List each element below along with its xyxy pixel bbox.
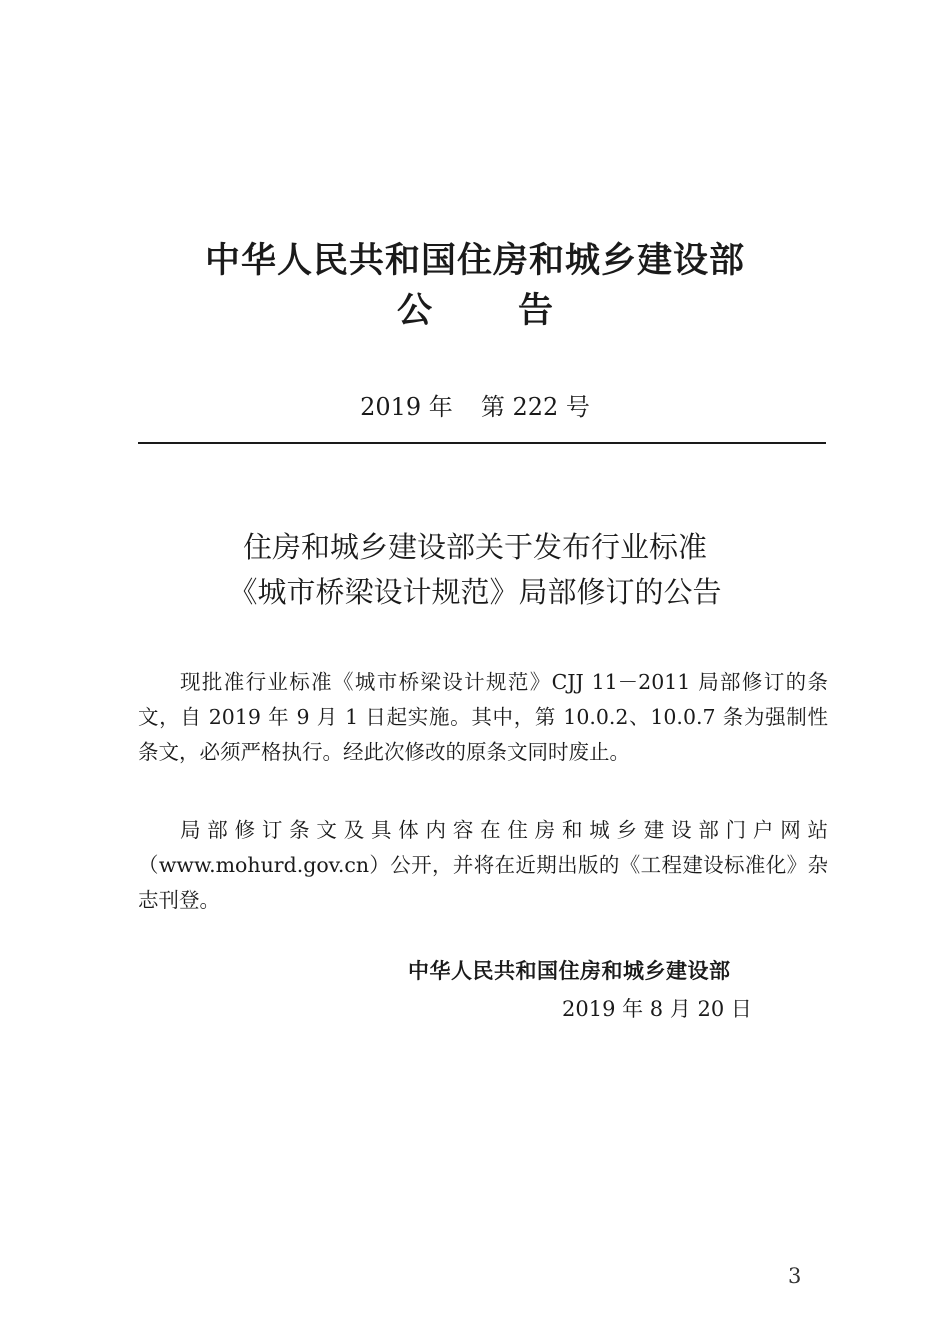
document-number xyxy=(0,390,950,424)
signature-date: 2019 年 8 月 20 日 xyxy=(562,997,752,1021)
document-year: 2019 年 xyxy=(360,393,453,421)
announcement-heading xyxy=(0,288,950,334)
header-divider xyxy=(138,442,826,444)
document-serial: 第 222 号 xyxy=(480,393,590,421)
page-number: 3 xyxy=(788,1264,802,1288)
issuer-heading: 中华人民共和国住房和城乡建设部 xyxy=(204,241,745,281)
signature-organization: 中华人民共和国住房和城乡建设部 xyxy=(408,959,731,983)
body-paragraph-2: 局部修订条文及具体内容在住房和城乡建设部门户网站（www.mohurd.gov.cn）公开，并将在近期出版的《工程建设标准化》杂志刊登。 xyxy=(138,818,828,912)
notice-title-line-2: 《城市桥梁设计规范》局部修订的公告 xyxy=(228,575,722,609)
notice-title-line-1: 住房和城乡建设部关于发布行业标准 xyxy=(242,530,707,564)
announcement-char-2: 告 xyxy=(518,291,554,331)
body-paragraph-1: 现批准行业标准《城市桥梁设计规范》CJJ 11－2011 局部修订的条文，自 2019 年 9 月 1 日起实施。其中，第 10.0.2、10.0.7 条为强制性条文，必须严格执行。经此次修改的原条文同时废止。 xyxy=(138,670,828,764)
announcement-char-1: 公 xyxy=(396,291,432,331)
